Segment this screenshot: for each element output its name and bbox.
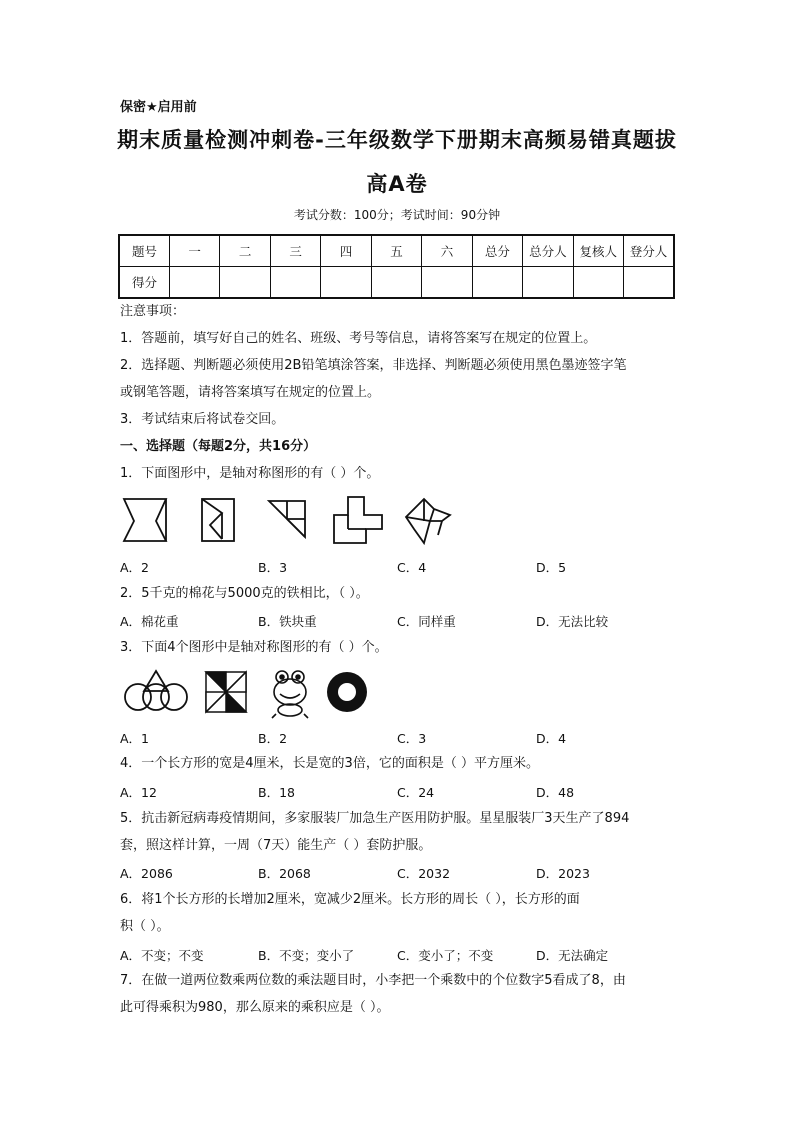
score-cell: 登分人 [624, 235, 674, 267]
option-b[interactable]: B．不变；变小了 [258, 948, 355, 963]
option-c[interactable]: C．4 [397, 560, 427, 575]
question-5-stem-cont: 套，照这样计算，一周（7天）能生产（ ）套防护服。 [120, 838, 432, 853]
confidential-label: 保密★启用前 [120, 100, 197, 115]
score-cell: 四 [321, 235, 371, 267]
score-input-cell[interactable] [371, 267, 421, 299]
option-c[interactable]: C．变小了；不变 [397, 948, 494, 963]
note-item: 3．考试结束后将试卷交回。 [120, 412, 285, 427]
step-shape-icon [334, 497, 382, 543]
score-input-cell[interactable] [220, 267, 270, 299]
question-2-stem: 2．5千克的棉花与5000克的铁相比，（ ）。 [120, 586, 369, 601]
option-a[interactable]: A．不变；不变 [120, 948, 204, 963]
option-c[interactable]: C．3 [397, 731, 427, 746]
pinwheel-icon [206, 672, 246, 712]
score-cell: 总分 [472, 235, 522, 267]
score-cell: 总分人 [523, 235, 573, 267]
score-input-cell[interactable] [472, 267, 522, 299]
score-cell: 题号 [119, 235, 169, 267]
score-cell: 一 [169, 235, 219, 267]
option-d[interactable]: D．无法比较 [536, 614, 609, 629]
notes-heading: 注意事项： [120, 304, 186, 319]
option-d[interactable]: D．2023 [536, 866, 590, 881]
score-cell: 得分 [119, 267, 169, 299]
score-input-cell[interactable] [321, 267, 371, 299]
score-input-cell[interactable] [624, 267, 674, 299]
option-c[interactable]: C．2032 [397, 866, 451, 881]
option-c[interactable]: C．同样重 [397, 614, 456, 629]
section-heading-choice: 一、选择题（每题2分，共16分） [120, 439, 317, 454]
score-table [118, 234, 675, 299]
question-1-stem: 1．下面图形中，是轴对称图形的有（ ）个。 [120, 466, 380, 481]
score-cell: 复核人 [573, 235, 623, 267]
option-b[interactable]: B．3 [258, 560, 288, 575]
score-cell: 三 [270, 235, 320, 267]
question-4-stem: 4．一个长方形的宽是4厘米，长是宽的3倍，它的面积是（ ）平方厘米。 [120, 756, 539, 771]
option-a[interactable]: A．2 [120, 560, 150, 575]
option-b[interactable]: B．2068 [258, 866, 311, 881]
score-table-header-row [119, 235, 674, 267]
option-b[interactable]: B．铁块重 [258, 614, 317, 629]
three-circles-triangle-icon [125, 671, 187, 710]
option-b[interactable]: B．2 [258, 731, 288, 746]
square-triangle-shape-icon [202, 499, 234, 541]
option-a[interactable]: A．12 [120, 785, 157, 800]
frog-icon [272, 671, 308, 718]
note-item: 1．答题前，填写好自己的姓名、班级、考号等信息，请将答案写在规定的位置上。 [120, 331, 597, 346]
score-input-cell[interactable] [523, 267, 573, 299]
score-input-cell[interactable] [169, 267, 219, 299]
score-cell: 六 [422, 235, 472, 267]
option-a[interactable]: A．1 [120, 731, 150, 746]
score-cell: 五 [371, 235, 421, 267]
note-item: 2．选择题、判断题必须使用2B铅笔填涂答案，非选择、判断题必须使用黑色墨迹签字笔 [120, 358, 627, 373]
exam-title-line2: 高A卷 [366, 172, 428, 196]
option-c[interactable]: C．24 [397, 785, 435, 800]
question-3-stem: 3．下面4个图形中是轴对称图形的有（ ）个。 [120, 640, 388, 655]
score-cell: 二 [220, 235, 270, 267]
question-7-stem: 7．在做一道两位数乘两位数的乘法题目时，小李把一个乘数中的个位数字5看成了8，由 [120, 973, 626, 988]
ring-icon [327, 672, 367, 712]
question-1-figures [120, 495, 460, 547]
option-d[interactable]: D．4 [536, 731, 567, 746]
question-7-stem-cont: 此可得乘积为980，那么原来的乘积应是（ ）。 [120, 1000, 390, 1015]
question-5-stem: 5．抗击新冠病毒疫情期间，多家服装厂加急生产医用防护服。星星服装厂3天生产了894 [120, 811, 630, 826]
exam-info: 考试分数：100分；考试时间：90分钟 [293, 208, 501, 222]
option-b[interactable]: B．18 [258, 785, 295, 800]
option-a[interactable]: A．棉花重 [120, 614, 179, 629]
question-6-stem: 6．将1个长方形的长增加2厘米，宽减少2厘米。长方形的周长（ ），长方形的面 [120, 892, 580, 907]
option-a[interactable]: A．2086 [120, 866, 173, 881]
option-d[interactable]: D．48 [536, 785, 575, 800]
note-item: 或钢笔答题，请将答案填写在规定的位置上。 [120, 385, 381, 400]
score-input-cell[interactable] [270, 267, 320, 299]
tangram-bird-icon [406, 499, 450, 543]
score-input-cell[interactable] [573, 267, 623, 299]
hourglass-shape-icon [124, 499, 166, 541]
option-d[interactable]: D．无法确定 [536, 948, 609, 963]
score-table-score-row [119, 267, 674, 299]
question-3-figures [120, 668, 380, 720]
score-input-cell[interactable] [422, 267, 472, 299]
triangles-shape-icon [269, 501, 305, 537]
exam-title-line1: 期末质量检测冲刺卷-三年级数学下册期末高频易错真题拔 [117, 128, 677, 152]
option-d[interactable]: D．5 [536, 560, 567, 575]
question-6-stem-cont: 积（ ）。 [120, 919, 170, 934]
